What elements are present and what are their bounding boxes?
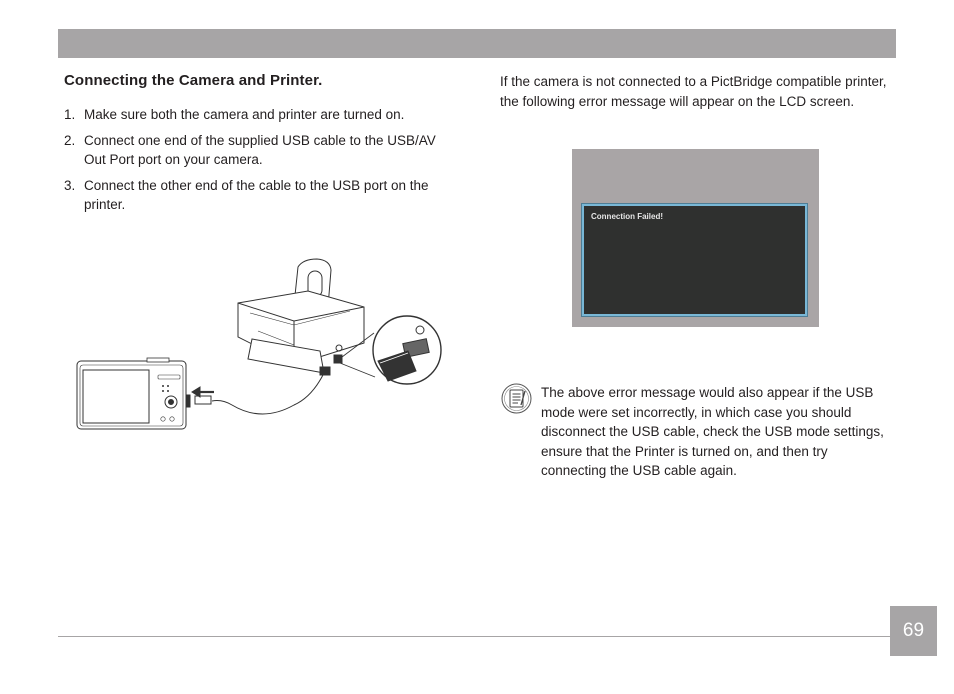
note-icon bbox=[501, 383, 532, 414]
page-number: 69 bbox=[890, 606, 937, 656]
header-bar bbox=[58, 29, 896, 58]
error-dialog bbox=[582, 204, 807, 316]
error-intro-text: If the camera is not connected to a PictBridge compatible printer, the following error message will appear on the LCD screen. bbox=[500, 74, 887, 109]
section-heading: Connecting the Camera and Printer. bbox=[64, 72, 323, 89]
camera-printer-connection-illustration bbox=[72, 255, 447, 435]
list-item: 3. Connect the other end of the cable to the USB port on the printer. bbox=[64, 177, 429, 212]
footer-line bbox=[58, 636, 890, 637]
note-text: The above error message would also appear if the USB mode were set incorrectly, in which case you should disconnect the USB cable, check the USB mode settings, ensure that the Printer is turned on, and then try connecting the USB cable again. bbox=[541, 385, 884, 478]
steps-list bbox=[64, 105, 449, 221]
list-item: 1. Make sure both the camera and printer are turned on. bbox=[64, 107, 405, 122]
list-item: 2. Connect one end of the supplied USB cable to the USB/AV Out Port port on your camera. bbox=[64, 132, 436, 167]
error-message: Connection Failed! bbox=[591, 212, 663, 221]
lcd-screen bbox=[572, 149, 819, 327]
